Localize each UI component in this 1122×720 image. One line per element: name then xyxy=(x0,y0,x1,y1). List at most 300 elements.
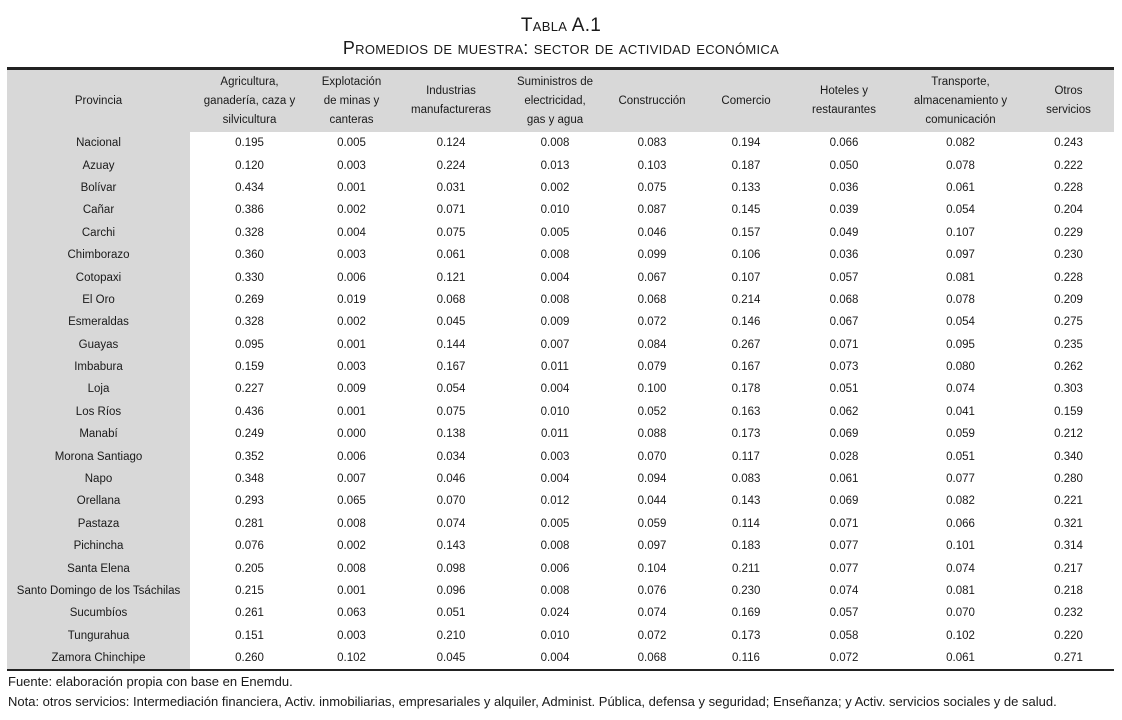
table-caption: Promedios de muestra: sector de actividad económica xyxy=(342,38,780,58)
value-cell: 0.001 xyxy=(337,338,366,351)
value-cell: 0.011 xyxy=(541,428,569,441)
value-cell: 0.271 xyxy=(1023,647,1114,670)
table-row xyxy=(7,625,1114,647)
value-cell: 0.070 xyxy=(637,450,667,463)
column-header-line: almacenamiento y xyxy=(913,94,1008,107)
value-cell: 0.249 xyxy=(235,428,264,441)
table-row xyxy=(7,490,1114,512)
value-cell: 0.082 xyxy=(946,137,975,150)
table-row xyxy=(7,289,1114,311)
province-cell: Chimborazo xyxy=(7,244,190,266)
value-cell: 0.095 xyxy=(235,338,264,351)
table-row xyxy=(7,445,1114,467)
value-cell: 0.068 xyxy=(602,647,702,670)
province-cell: Carchi xyxy=(7,222,190,244)
value-cell: 0.328 xyxy=(235,226,264,239)
value-cell: 0.071 xyxy=(829,338,859,351)
value-cell: 0.049 xyxy=(829,226,859,239)
value-cell: 0.075 xyxy=(436,405,466,418)
table-row xyxy=(7,513,1114,535)
province-cell: Santo Domingo de los Tsáchilas xyxy=(7,580,190,602)
value-cell: 0.008 xyxy=(337,562,366,575)
column-header-line: Hoteles y xyxy=(820,85,868,97)
table-row xyxy=(7,266,1114,288)
value-cell: 0.144 xyxy=(436,338,466,351)
value-cell: 0.005 xyxy=(540,226,570,239)
value-cell: 0.003 xyxy=(337,159,366,172)
value-cell: 0.340 xyxy=(1054,450,1083,463)
column-header-line: gas y agua xyxy=(526,113,584,126)
value-cell: 0.222 xyxy=(1054,159,1083,172)
value-cell: 0.074 xyxy=(946,562,975,575)
value-cell: 0.088 xyxy=(637,428,667,441)
value-cell: 0.010 xyxy=(540,405,570,418)
column-header xyxy=(602,69,702,133)
value-cell: 0.051 xyxy=(436,607,466,620)
value-cell: 0.352 xyxy=(235,450,264,463)
value-cell: 0.209 xyxy=(1054,293,1083,306)
value-cell: 0.095 xyxy=(946,338,975,351)
value-cell: 0.075 xyxy=(436,226,466,239)
value-cell: 0.004 xyxy=(540,473,570,486)
table-row xyxy=(7,535,1114,557)
value-cell: 0.067 xyxy=(829,316,859,329)
value-cell: 0.052 xyxy=(637,405,667,418)
value-cell: 0.005 xyxy=(540,517,570,530)
value-cell: 0.436 xyxy=(235,405,264,418)
value-cell: 0.163 xyxy=(731,405,761,418)
footnote: Nota: otros servicios: Intermediación financiera, Activ. inmobiliarias, empresariales y alquiler, Administ. Pública, defensa y seguridad; Enseñanza; y Activ. servicios sociales y de salud. xyxy=(8,694,1057,709)
table-body xyxy=(7,132,1114,670)
table-row xyxy=(7,311,1114,333)
value-cell: 0.214 xyxy=(731,293,761,306)
value-cell: 0.221 xyxy=(1054,495,1083,508)
value-cell: 0.267 xyxy=(731,338,761,351)
value-cell: 0.045 xyxy=(394,647,508,670)
value-cell: 0.076 xyxy=(235,540,264,553)
value-cell: 0.215 xyxy=(235,585,264,597)
value-cell: 0.057 xyxy=(829,607,859,620)
value-cell: 0.211 xyxy=(732,562,760,575)
value-cell: 0.074 xyxy=(436,517,466,530)
table-row xyxy=(7,222,1114,244)
value-cell: 0.003 xyxy=(337,249,366,262)
value-cell: 0.096 xyxy=(436,585,466,597)
column-header-line: Transporte, xyxy=(931,75,990,88)
header-row xyxy=(7,69,1114,133)
value-cell: 0.330 xyxy=(235,271,264,284)
value-cell: 0.071 xyxy=(829,517,859,530)
value-cell: 0.143 xyxy=(731,495,761,508)
value-cell: 0.073 xyxy=(829,361,859,374)
column-header-line: Agricultura, xyxy=(220,75,279,88)
value-cell: 0.151 xyxy=(235,629,264,642)
value-cell: 0.008 xyxy=(540,540,570,553)
value-cell: 0.006 xyxy=(337,271,366,284)
value-cell: 0.019 xyxy=(337,293,366,306)
column-header-line: Industrias xyxy=(426,85,476,97)
value-cell: 0.228 xyxy=(1054,271,1083,284)
value-cell: 0.328 xyxy=(235,316,264,329)
value-cell: 0.228 xyxy=(1054,181,1083,194)
source-note: Fuente: elaboración propia con base en Enemdu. xyxy=(8,674,293,689)
value-cell: 0.001 xyxy=(337,405,366,418)
value-cell: 0.000 xyxy=(337,428,366,441)
column-header xyxy=(898,69,1023,133)
value-cell: 0.224 xyxy=(436,159,466,172)
province-cell: Nacional xyxy=(7,132,190,154)
value-cell: 0.232 xyxy=(1054,607,1083,620)
value-cell: 0.157 xyxy=(731,226,761,239)
column-header-line: restaurantes xyxy=(812,104,876,116)
value-cell: 0.034 xyxy=(436,450,466,463)
value-cell: 0.070 xyxy=(946,607,975,620)
value-cell: 0.066 xyxy=(946,517,975,530)
province-cell: Guayas xyxy=(7,334,190,356)
column-header-line: Provincia xyxy=(74,94,123,107)
value-cell: 0.065 xyxy=(337,495,366,508)
value-cell: 0.062 xyxy=(829,405,859,418)
province-cell: Santa Elena xyxy=(7,557,190,579)
value-cell: 0.061 xyxy=(946,181,975,194)
province-cell: Sucumbíos xyxy=(7,602,190,624)
value-cell: 0.006 xyxy=(337,450,366,463)
value-cell: 0.159 xyxy=(1054,405,1083,418)
value-cell: 0.386 xyxy=(235,204,264,217)
value-cell: 0.061 xyxy=(898,647,1023,670)
value-cell: 0.003 xyxy=(337,361,366,374)
value-cell: 0.072 xyxy=(790,647,898,670)
column-header-line: de minas y xyxy=(323,94,380,107)
column-header xyxy=(702,69,790,133)
column-header-line: Construcción xyxy=(618,94,686,107)
column-header-line: Suministros de xyxy=(516,75,594,88)
column-header-line: Otros xyxy=(1054,85,1083,97)
value-cell: 0.009 xyxy=(337,383,366,396)
column-header-line: silvicultura xyxy=(222,113,277,126)
column-header-line: Comercio xyxy=(721,94,771,107)
value-cell: 0.077 xyxy=(829,562,859,575)
data-table xyxy=(7,67,1114,671)
value-cell: 0.143 xyxy=(436,540,466,553)
value-cell: 0.006 xyxy=(540,562,570,575)
table-row xyxy=(7,557,1114,579)
value-cell: 0.004 xyxy=(337,226,366,239)
value-cell: 0.059 xyxy=(637,517,667,530)
province-cell: Cotopaxi xyxy=(7,266,190,288)
value-cell: 0.068 xyxy=(829,293,859,306)
value-cell: 0.002 xyxy=(337,540,366,553)
value-cell: 0.212 xyxy=(1054,428,1083,441)
table-notes xyxy=(8,672,1057,712)
value-cell: 0.205 xyxy=(235,562,264,575)
column-header-line: comunicación xyxy=(925,113,996,126)
value-cell: 0.012 xyxy=(540,495,570,508)
value-cell: 0.100 xyxy=(637,383,667,396)
value-cell: 0.076 xyxy=(637,585,667,597)
value-cell: 0.069 xyxy=(829,428,859,441)
value-cell: 0.024 xyxy=(540,607,570,620)
value-cell: 0.031 xyxy=(436,181,466,194)
column-header-line: Explotación xyxy=(321,75,382,88)
value-cell: 0.003 xyxy=(540,450,570,463)
value-cell: 0.434 xyxy=(235,181,264,194)
table-row xyxy=(7,199,1114,221)
value-cell: 0.097 xyxy=(637,540,667,553)
province-cell: Loja xyxy=(7,378,190,400)
value-cell: 0.069 xyxy=(829,495,859,508)
value-cell: 0.121 xyxy=(436,271,466,284)
value-cell: 0.075 xyxy=(637,181,667,194)
province-cell: Azuay xyxy=(7,154,190,176)
value-cell: 0.204 xyxy=(1054,204,1083,217)
value-cell: 0.036 xyxy=(829,249,859,262)
value-cell: 0.008 xyxy=(540,293,570,306)
column-header-line: electricidad, xyxy=(524,94,586,107)
value-cell: 0.005 xyxy=(337,137,366,150)
value-cell: 0.348 xyxy=(235,473,264,486)
value-cell: 0.178 xyxy=(731,383,761,396)
table-row xyxy=(7,244,1114,266)
value-cell: 0.103 xyxy=(637,159,667,172)
value-cell: 0.230 xyxy=(731,585,761,597)
table-row xyxy=(7,378,1114,400)
value-cell: 0.007 xyxy=(540,338,570,351)
value-cell: 0.002 xyxy=(337,316,366,329)
value-cell: 0.124 xyxy=(436,137,466,150)
value-cell: 0.007 xyxy=(337,473,366,486)
table-row xyxy=(7,423,1114,445)
value-cell: 0.281 xyxy=(235,517,264,530)
value-cell: 0.262 xyxy=(1054,361,1083,374)
value-cell: 0.260 xyxy=(190,647,309,670)
column-header-line: manufactureras xyxy=(411,104,491,116)
value-cell: 0.044 xyxy=(637,495,667,508)
value-cell: 0.013 xyxy=(540,159,570,172)
value-cell: 0.293 xyxy=(235,495,264,508)
value-cell: 0.008 xyxy=(540,249,570,262)
table-row xyxy=(7,177,1114,199)
province-cell: Pastaza xyxy=(7,513,190,535)
value-cell: 0.051 xyxy=(946,450,975,463)
value-cell: 0.210 xyxy=(436,629,466,642)
column-header-line: ganadería, caza y xyxy=(203,94,296,107)
value-cell: 0.117 xyxy=(732,450,760,463)
province-cell: Esmeraldas xyxy=(7,311,190,333)
column-header xyxy=(1023,69,1114,133)
value-cell: 0.133 xyxy=(731,181,761,194)
table-row xyxy=(7,132,1114,154)
value-cell: 0.057 xyxy=(829,271,859,284)
value-cell: 0.009 xyxy=(540,316,570,329)
value-cell: 0.169 xyxy=(731,607,761,620)
value-cell: 0.146 xyxy=(731,316,761,329)
value-cell: 0.229 xyxy=(1054,226,1083,239)
value-cell: 0.173 xyxy=(731,428,761,441)
value-cell: 0.004 xyxy=(540,383,570,396)
value-cell: 0.054 xyxy=(436,383,466,396)
value-cell: 0.227 xyxy=(235,383,264,396)
value-cell: 0.063 xyxy=(337,607,366,620)
value-cell: 0.173 xyxy=(731,629,761,642)
value-cell: 0.068 xyxy=(436,293,466,306)
value-cell: 0.261 xyxy=(235,607,264,620)
value-cell: 0.116 xyxy=(702,647,790,670)
value-cell: 0.010 xyxy=(540,629,570,642)
value-cell: 0.074 xyxy=(946,383,975,396)
value-cell: 0.074 xyxy=(637,607,667,620)
value-cell: 0.107 xyxy=(946,226,975,239)
value-cell: 0.066 xyxy=(829,137,859,150)
table-row xyxy=(7,580,1114,602)
value-cell: 0.028 xyxy=(829,450,859,463)
value-cell: 0.083 xyxy=(637,137,667,150)
value-cell: 0.084 xyxy=(637,338,667,351)
value-cell: 0.046 xyxy=(637,226,667,239)
value-cell: 0.167 xyxy=(436,361,466,374)
value-cell: 0.145 xyxy=(731,204,761,217)
value-cell: 0.082 xyxy=(946,495,975,508)
province-cell: Tungurahua xyxy=(7,625,190,647)
value-cell: 0.321 xyxy=(1054,517,1083,530)
value-cell: 0.230 xyxy=(1054,249,1083,262)
value-cell: 0.050 xyxy=(829,159,859,172)
table-row xyxy=(7,356,1114,378)
value-cell: 0.314 xyxy=(1054,540,1083,553)
value-cell: 0.104 xyxy=(637,562,667,575)
column-header xyxy=(190,69,309,133)
value-cell: 0.138 xyxy=(436,428,466,441)
value-cell: 0.039 xyxy=(829,204,859,217)
value-cell: 0.107 xyxy=(731,271,761,284)
value-cell: 0.036 xyxy=(829,181,859,194)
value-cell: 0.235 xyxy=(1054,338,1083,351)
column-header xyxy=(790,69,898,133)
table-row xyxy=(7,401,1114,423)
table-row xyxy=(7,154,1114,176)
value-cell: 0.303 xyxy=(1054,383,1083,396)
province-cell: El Oro xyxy=(7,289,190,311)
value-cell: 0.061 xyxy=(829,473,859,486)
value-cell: 0.217 xyxy=(1054,562,1083,575)
column-header xyxy=(309,69,394,133)
table-row xyxy=(7,334,1114,356)
province-cell: Los Ríos xyxy=(7,401,190,423)
value-cell: 0.008 xyxy=(540,137,570,150)
value-cell: 0.360 xyxy=(235,249,264,262)
value-cell: 0.159 xyxy=(235,361,264,374)
value-cell: 0.072 xyxy=(637,629,667,642)
value-cell: 0.059 xyxy=(946,428,975,441)
value-cell: 0.114 xyxy=(732,517,760,530)
province-cell: Zamora Chinchipe xyxy=(7,647,190,670)
column-header xyxy=(394,69,508,133)
value-cell: 0.087 xyxy=(637,204,667,217)
value-cell: 0.194 xyxy=(731,137,761,150)
value-cell: 0.054 xyxy=(946,204,975,217)
value-cell: 0.072 xyxy=(637,316,667,329)
value-cell: 0.102 xyxy=(946,629,975,642)
province-cell: Orellana xyxy=(7,490,190,512)
value-cell: 0.078 xyxy=(946,159,975,172)
value-cell: 0.004 xyxy=(540,271,570,284)
value-cell: 0.183 xyxy=(731,540,761,553)
value-cell: 0.011 xyxy=(541,361,569,374)
value-cell: 0.243 xyxy=(1054,137,1083,150)
value-cell: 0.068 xyxy=(637,293,667,306)
value-cell: 0.051 xyxy=(829,383,859,396)
value-cell: 0.008 xyxy=(540,585,570,597)
column-header xyxy=(7,69,190,133)
value-cell: 0.218 xyxy=(1054,585,1083,597)
value-cell: 0.081 xyxy=(946,585,975,597)
table-number: Tabla A.1 xyxy=(520,15,602,36)
value-cell: 0.094 xyxy=(637,473,667,486)
table-row xyxy=(7,468,1114,490)
value-cell: 0.002 xyxy=(540,181,570,194)
value-cell: 0.067 xyxy=(637,271,667,284)
column-header xyxy=(508,69,602,133)
value-cell: 0.099 xyxy=(637,249,667,262)
value-cell: 0.120 xyxy=(235,159,264,172)
value-cell: 0.167 xyxy=(731,361,761,374)
value-cell: 0.078 xyxy=(946,293,975,306)
table-row xyxy=(7,647,1114,670)
value-cell: 0.077 xyxy=(829,540,859,553)
value-cell: 0.083 xyxy=(731,473,761,486)
value-cell: 0.280 xyxy=(1054,473,1083,486)
value-cell: 0.074 xyxy=(829,585,859,597)
value-cell: 0.195 xyxy=(235,137,264,150)
value-cell: 0.058 xyxy=(829,629,859,642)
table-row xyxy=(7,602,1114,624)
value-cell: 0.269 xyxy=(235,293,264,306)
value-cell: 0.008 xyxy=(337,517,366,530)
value-cell: 0.061 xyxy=(436,249,466,262)
value-cell: 0.041 xyxy=(946,405,975,418)
table-title xyxy=(0,14,1122,60)
value-cell: 0.001 xyxy=(337,585,366,597)
value-cell: 0.046 xyxy=(436,473,466,486)
value-cell: 0.187 xyxy=(731,159,761,172)
value-cell: 0.081 xyxy=(946,271,975,284)
value-cell: 0.071 xyxy=(436,204,466,217)
value-cell: 0.070 xyxy=(436,495,466,508)
value-cell: 0.003 xyxy=(337,629,366,642)
province-cell: Morona Santiago xyxy=(7,445,190,467)
column-header-line: servicios xyxy=(1046,104,1091,116)
value-cell: 0.098 xyxy=(436,562,466,575)
value-cell: 0.097 xyxy=(946,249,975,262)
value-cell: 0.080 xyxy=(946,361,975,374)
data-table-container xyxy=(7,67,1114,671)
province-cell: Cañar xyxy=(7,199,190,221)
value-cell: 0.001 xyxy=(337,181,366,194)
value-cell: 0.106 xyxy=(731,249,761,262)
province-cell: Imbabura xyxy=(7,356,190,378)
value-cell: 0.004 xyxy=(508,647,602,670)
province-cell: Napo xyxy=(7,468,190,490)
value-cell: 0.079 xyxy=(637,361,667,374)
province-cell: Pichincha xyxy=(7,535,190,557)
value-cell: 0.077 xyxy=(946,473,975,486)
value-cell: 0.102 xyxy=(309,647,394,670)
value-cell: 0.010 xyxy=(540,204,570,217)
value-cell: 0.275 xyxy=(1054,316,1083,329)
value-cell: 0.054 xyxy=(946,316,975,329)
value-cell: 0.220 xyxy=(1054,629,1083,642)
value-cell: 0.101 xyxy=(946,540,975,553)
